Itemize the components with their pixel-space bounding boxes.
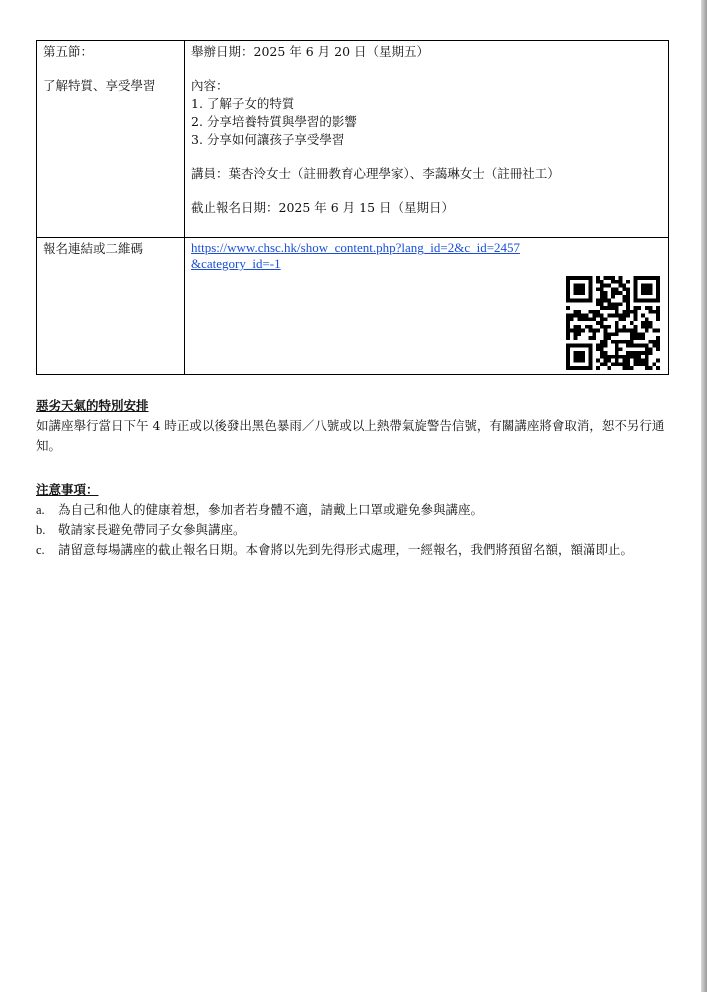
note-marker: a. xyxy=(36,503,45,517)
note-marker: b. xyxy=(36,523,46,537)
content-item: 2. 分享培養特質與學習的影響 xyxy=(191,114,357,129)
qr-code[interactable] xyxy=(566,276,660,370)
weather-heading: 惡劣天氣的特別安排 xyxy=(36,398,149,413)
registration-row xyxy=(37,238,669,375)
session-date: 舉辦日期：2025 年 6 月 20 日（星期五） xyxy=(191,44,430,59)
weather-section xyxy=(36,396,669,456)
note-text: 敬請家長避免帶同子女參與講座。 xyxy=(58,522,246,537)
note-text: 請留意每場講座的截止報名日期。本會將以先到先得形式處理，一經報名，我們將預留名額，額滿即止。 xyxy=(58,542,634,557)
notes-heading: 注意事項： xyxy=(36,482,99,497)
weather-body: 如講座舉行當日下午 4 時正或以後發出黑色暴雨／八號或以上熱帶氣旋警告信號，有關講座將會取消，恕不另行通知。 xyxy=(36,418,665,453)
note-item xyxy=(36,540,669,560)
content-item: 3. 分享如何讓孩子享受學習 xyxy=(191,132,345,147)
session-row xyxy=(37,41,669,238)
note-text: 為自己和他人的健康着想，參加者若身體不適，請戴上口罩或避免參與講座。 xyxy=(58,502,484,517)
registration-cell xyxy=(185,238,669,375)
session-label-cell xyxy=(37,41,185,238)
page-edge-shadow xyxy=(701,0,707,992)
note-item xyxy=(36,500,669,520)
session-title: 了解特質、享受學習 xyxy=(43,78,156,93)
registration-link-line1: https://www.chsc.hk/show_content.php?lang_id=2&c_id=2457 xyxy=(191,240,521,255)
registration-link[interactable] xyxy=(191,240,662,272)
content-heading: 內容： xyxy=(191,78,229,93)
notes-section xyxy=(36,480,669,560)
content-item: 1. 了解子女的特質 xyxy=(191,96,295,111)
notes-list xyxy=(36,500,669,560)
session-label: 第五節： xyxy=(43,44,94,59)
note-item xyxy=(36,520,669,540)
session-table xyxy=(36,40,669,375)
registration-label: 報名連結或二維碼 xyxy=(37,238,185,375)
speakers: 講員：葉杏泠女士（註冊教育心理學家）、李藹琳女士（註冊社工） xyxy=(191,166,560,181)
registration-link-line2: &category_id=-1 xyxy=(191,256,281,271)
session-details-cell xyxy=(185,41,669,238)
note-marker: c. xyxy=(36,543,45,557)
registration-deadline: 截止報名日期：2025 年 6 月 15 日（星期日） xyxy=(191,200,455,215)
